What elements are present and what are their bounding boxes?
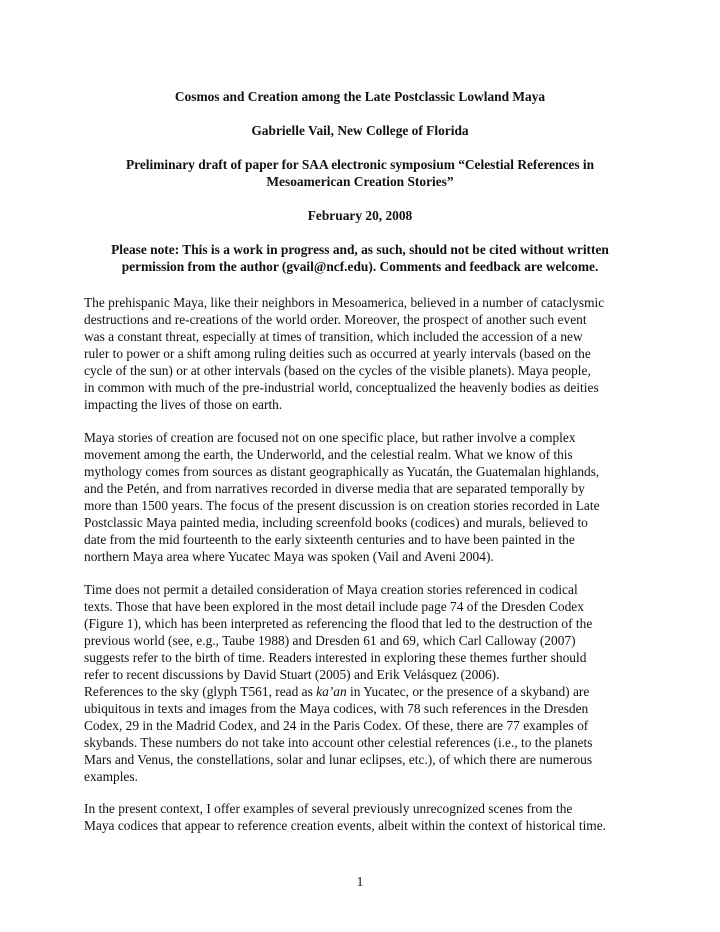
- draft-line-1: Preliminary draft of paper for SAA electronic symposium “Celestial References in: [125, 157, 595, 172]
- paragraph-line: Maya stories of creation are focused not on one specific place, but rather involve a complex: [84, 430, 576, 445]
- paragraph-line: ruler to power or a shift among ruling deities such as occurred at yearly intervals (based on the: [84, 346, 591, 361]
- paragraph-line: Maya codices that appear to reference creation events, albeit within the context of historical time.: [84, 818, 607, 833]
- paragraph-line: examples.: [84, 769, 138, 784]
- paragraph-line: Time does not permit a detailed consideration of Maya creation stories referenced in codical: [84, 582, 578, 597]
- paragraph-line: Mars and Venus, the constellations, solar and lunar eclipses, etc.), of which there are numerous: [84, 752, 593, 767]
- paragraph-line: movement among the earth, the Underworld, and the celestial realm. What we know of this: [84, 447, 573, 462]
- paragraph-line: and the Petén, and from narratives recorded in diverse media that are separated temporally by: [84, 481, 585, 496]
- paragraph-line: mythology comes from sources as distant geographically as Yucatán, the Guatemalan highlands,: [84, 464, 600, 479]
- paragraph-line: skybands. These numbers do not take into account other celestial references (i.e., to the planets: [84, 735, 593, 750]
- paragraph-line: The prehispanic Maya, like their neighbors in Mesoamerica, believed in a number of cataclysmic: [84, 295, 605, 310]
- paragraph-line: Codex, 29 in the Madrid Codex, and 24 in the Paris Codex. Of these, there are 77 examples of: [84, 718, 589, 733]
- paragraph-line: destructions and re-creations of the world order. Moreover, the prospect of another such event: [84, 312, 587, 327]
- paragraph-4: [84, 683, 644, 785]
- paragraph-line: (Figure 1), which has been interpreted as referencing the flood that led to the destruction of the: [84, 616, 593, 631]
- note-line-2: permission from the author (gvail@ncf.edu). Comments and feedback are welcome.: [121, 259, 599, 274]
- draft-line-2: Mesoamerican Creation Stories”: [266, 174, 454, 189]
- paragraph-line: cycle of the sun) or at other intervals (based on the cycles of the visible planets). Maya people,: [84, 363, 591, 378]
- paragraph-line: northern Maya area where Yucatec Maya was spoken (Vail and Aveni 2004).: [84, 549, 494, 564]
- paragraph-line: refer to recent discussions by David Stuart (2005) and Erik Velásquez (2006).: [84, 667, 500, 682]
- paragraph-3: [84, 581, 644, 683]
- paragraph-line: in common with much of the pre-industrial world, conceptualized the heavenly bodies as deities: [84, 380, 599, 395]
- paper-title: Cosmos and Creation among the Late Postclassic Lowland Maya: [174, 89, 546, 104]
- paragraph-line: suggests refer to the birth of time. Readers interested in exploring these themes further should: [84, 650, 587, 665]
- paragraph-line: more than 1500 years. The focus of the present discussion is on creation stories recorded in Late: [84, 498, 600, 513]
- italic-term: ka’an: [316, 684, 347, 699]
- paragraph-line: Postclassic Maya painted media, including screenfold books (codices) and murals, believed to: [84, 515, 588, 530]
- paragraph-line: [84, 683, 644, 700]
- line-text: in Yucatec, or the presence of a skyband) are: [346, 684, 590, 699]
- paragraph-line: date from the mid fourteenth to the early sixteenth centuries and to have been painted in the: [84, 532, 575, 547]
- paragraph-line: ubiquitous in texts and images from the Maya codices, with 78 such references in the Dresden: [84, 701, 589, 716]
- paragraph-line: In the present context, I offer examples of several previously unrecognized scenes from the: [84, 801, 573, 816]
- paragraph-5: [84, 800, 644, 834]
- author-line: Gabrielle Vail, New College of Florida: [251, 123, 469, 138]
- paragraph-1: [84, 294, 644, 413]
- line-text: References to the sky (glyph T561, read as: [84, 684, 317, 699]
- paragraph-2: [84, 429, 644, 565]
- page-number: 1: [356, 874, 364, 889]
- paragraph-line: was a constant threat, especially at times of transition, which included the accession of a new: [84, 329, 583, 344]
- paragraph-line: texts. Those that have been explored in the most detail include page 74 of the Dresden Codex: [84, 599, 584, 614]
- paragraph-line: previous world (see, e.g., Taube 1988) and Dresden 61 and 69, which Carl Calloway (2007): [84, 633, 576, 648]
- paragraph-line: impacting the lives of those on earth.: [84, 397, 283, 412]
- date-line: February 20, 2008: [307, 208, 413, 223]
- note-line-1: Please note: This is a work in progress and, as such, should not be cited without written: [111, 242, 609, 257]
